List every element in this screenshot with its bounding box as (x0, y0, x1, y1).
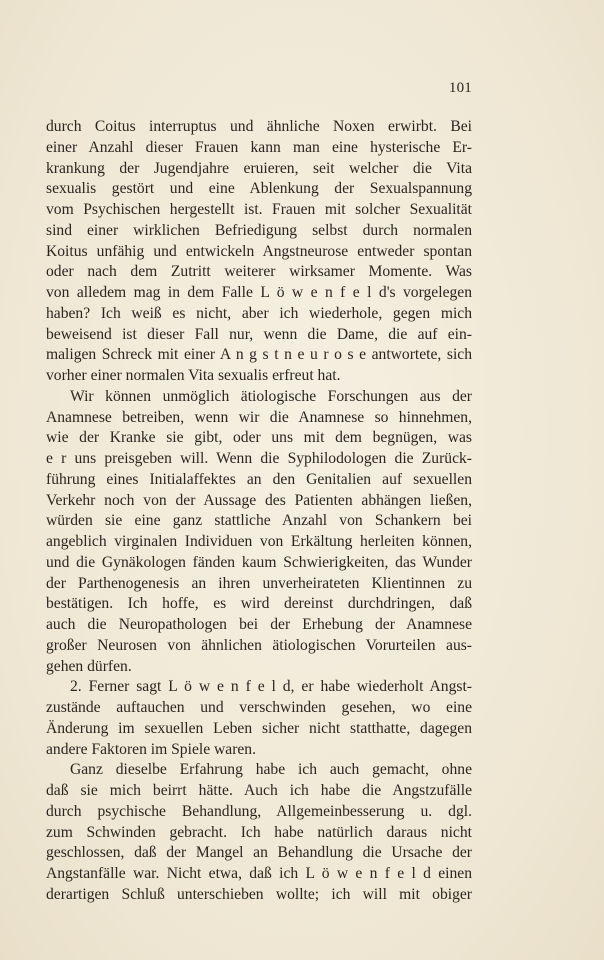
text-line: Ganz dieselbe Erfahrung habe ich auch gemacht, ohne (70, 761, 472, 779)
text-line: 2. Ferner sagt L ö w e n f e l d, er habe wiederholt Angst- (70, 678, 472, 696)
text-line: oder nach dem Zutritt weiterer wirksamer Momente. Was (46, 263, 472, 281)
text-line: gehen dürfen. (46, 657, 132, 675)
text-line: krankung der Jugendjahre eruieren, seit welcher die Vita (46, 159, 472, 177)
text-line: angeblich virginalen Individuen von Erkältung herleiten können, (46, 533, 472, 550)
text-line: bestätigen. Ich hoffe, es wird dereinst durchdringen, daß (46, 595, 472, 613)
text-line: auch die Neuropathologen bei der Erhebung der Anamnese (46, 616, 472, 633)
text-line: wie der Kranke sie gibt, oder uns mit dem begnügen, was (46, 429, 472, 447)
text-line: sind einer wirklichen Befriedigung selbst durch normalen (46, 221, 472, 239)
text-line: andere Faktoren im Spiele waren. (46, 740, 257, 758)
text-line: geschlossen, daß der Mangel an Behandlung die Ursache der (46, 844, 472, 862)
page-number: 101 (448, 80, 472, 96)
body-text (46, 117, 472, 906)
text-line: haben? Ich weiß es nicht, aber ich wiederhole, gegen mich (46, 304, 472, 322)
text-line: maligen Schreck mit einer A n g s t n e u r o s e antwortete, sich (46, 346, 472, 364)
text-line: Wir können unmöglich ätiologische Forschungen aus der (70, 387, 472, 405)
text-line: einer Anzahl dieser Frauen kann man eine hysterische Er- (46, 138, 472, 156)
text-line: beweisend ist dieser Fall nur, wenn die Dame, die auf ein- (46, 325, 472, 343)
text-line: würden sie eine ganz stattliche Anzahl von Schankern bei (46, 512, 472, 530)
text-line: Änderung im sexuellen Leben sicher nicht statthatte, dagegen (46, 719, 472, 737)
text-line: zum Schwinden gebracht. Ich habe natürlich daraus nicht (46, 823, 472, 841)
text-line: sexualis gestört und eine Ablenkung der Sexualspannung (46, 180, 472, 198)
text-line: e r uns preisgeben will. Wenn die Syphilodologen die Zurück- (46, 450, 472, 467)
text-line: führung eines Initialaffektes an den Genitalien auf sexuellen (46, 470, 472, 488)
text-line: Verkehr noch von der Aussage des Patienten abhängen ließen, (46, 491, 472, 509)
text-line: daß sie mich beirrt hätte. Auch ich habe die Angstzufälle (46, 782, 472, 799)
text-line: Koitus unfähig und entwickeln Angstneurose entweder spontan (46, 242, 472, 260)
text-line: derartigen Schluß unterschieben wollte; ich will mit obiger (46, 885, 472, 903)
text-line: durch Coitus interruptus und ähnliche Noxen erwirbt. Bei (46, 118, 472, 135)
text-line: zustände auftauchen und verschwinden gesehen, wo eine (46, 699, 472, 716)
text-line: und die Gynäkologen fänden kaum Schwierigkeiten, das Wunder (46, 553, 472, 571)
text-line: von alledem mag in dem Falle L ö w e n f e l d's vorgelegen (46, 284, 472, 301)
text-line: durch psychische Behandlung, Allgemeinbesserung u. dgl. (46, 802, 472, 820)
text-line: großer Neurosen von ähnlichen ätiologischen Vorurteilen aus- (46, 636, 472, 654)
text-line: der Parthenogenesis an ihren unverheirateten Klientinnen zu (46, 574, 472, 592)
text-line: vom Psychischen hergestellt ist. Frauen mit solcher Sexualität (46, 201, 472, 218)
text-line: Angstanfälle war. Nicht etwa, daß ich L ö w e n f e l d einen (46, 865, 472, 882)
text-line: vorher einer normalen Vita sexualis erfreut hat. (46, 367, 341, 384)
text-line: Anamnese betreiben, wenn wir die Anamnese so hinnehmen, (46, 408, 472, 426)
